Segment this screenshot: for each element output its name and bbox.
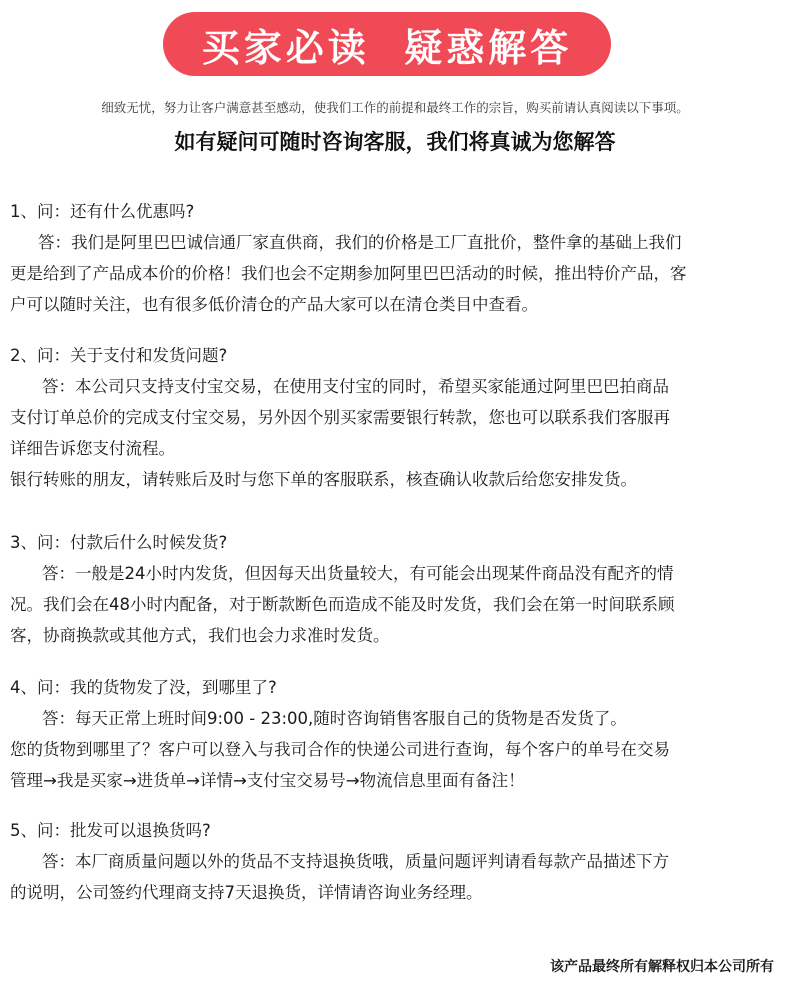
question: 5、问：批发可以退换货吗? xyxy=(10,821,211,840)
answer-line: 支付订单总价的完成支付宝交易，另外因个别买家需要银行转款，您也可以联系我们客服再 xyxy=(10,408,670,427)
answer-line: 户可以随时关注，也有很多低价清仓的产品大家可以在清仓类目中查看。 xyxy=(10,295,538,314)
title-banner xyxy=(163,12,611,76)
qa-item-2 xyxy=(10,340,785,495)
answer-line: 客，协商换款或其他方式，我们也会力求准时发货。 xyxy=(10,626,390,645)
qa-item-4 xyxy=(10,672,785,796)
answer-line: 银行转账的朋友，请转账后及时与您下单的客服联系，核查确认收款后给您安排发货。 xyxy=(10,470,637,489)
answer-line: 管理→我是买家→进货单→详情→支付宝交易号→物流信息里面有备注！ xyxy=(10,771,525,790)
answer-line: 况。我们会在48小时内配备，对于断款断色而造成不能及时发货，我们会在第一时间联系顾 xyxy=(10,595,675,614)
answer-line: 更是给到了产品成本价的价格！我们也会不定期参加阿里巴巴活动的时候，推出特价产品，客 xyxy=(10,264,687,283)
answer-line: 答：每天正常上班时间9:00 - 23:00,随时咨询销售客服自己的货物是否发货了。 xyxy=(42,709,627,728)
question: 3、问：付款后什么时候发货? xyxy=(10,533,228,552)
footer-disclaimer: 该产品最终所有解释权归本公司所有 xyxy=(550,959,774,975)
answer-line: 的说明，公司签约代理商支持7天退换货，详情请咨询业务经理。 xyxy=(10,883,483,902)
intro-text: 细致无忧，努力让客户满意甚至感动，使我们工作的前提和最终工作的宗旨，购买前请认真阅读以下事项。 xyxy=(101,100,689,115)
headline: 如有疑问可随时咨询客服，我们将真诚为您解答 xyxy=(174,129,616,154)
answer-line: 详细告诉您支付流程。 xyxy=(10,439,175,458)
answer-line: 答：本厂商质量问题以外的货品不支持退换货哦，质量问题评判请看每款产品描述下方 xyxy=(42,852,669,871)
answer-line: 答：一般是24小时内发货，但因每天出货量较大，有可能会出现某件商品没有配齐的情 xyxy=(42,564,674,583)
qa-item-3 xyxy=(10,527,785,651)
qa-item-5 xyxy=(10,815,785,908)
question: 2、问：关于支付和发货问题? xyxy=(10,346,228,365)
answer-line: 您的货物到哪里了？客户可以登入与我司合作的快递公司进行查询，每个客户的单号在交易 xyxy=(10,740,670,759)
qa-item-1 xyxy=(10,196,785,320)
banner-title: 买家必读 疑惑解答 xyxy=(201,24,573,70)
answer-line: 答：我们是阿里巴巴诚信通厂家直供商，我们的价格是工厂直批价，整件拿的基础上我们 xyxy=(38,233,682,252)
answer-line: 答：本公司只支持支付宝交易，在使用支付宝的同时，希望买家能通过阿里巴巴拍商品 xyxy=(42,377,669,396)
question: 4、问：我的货物发了没，到哪里了? xyxy=(10,678,277,697)
question: 1、问：还有什么优惠吗? xyxy=(10,202,195,221)
